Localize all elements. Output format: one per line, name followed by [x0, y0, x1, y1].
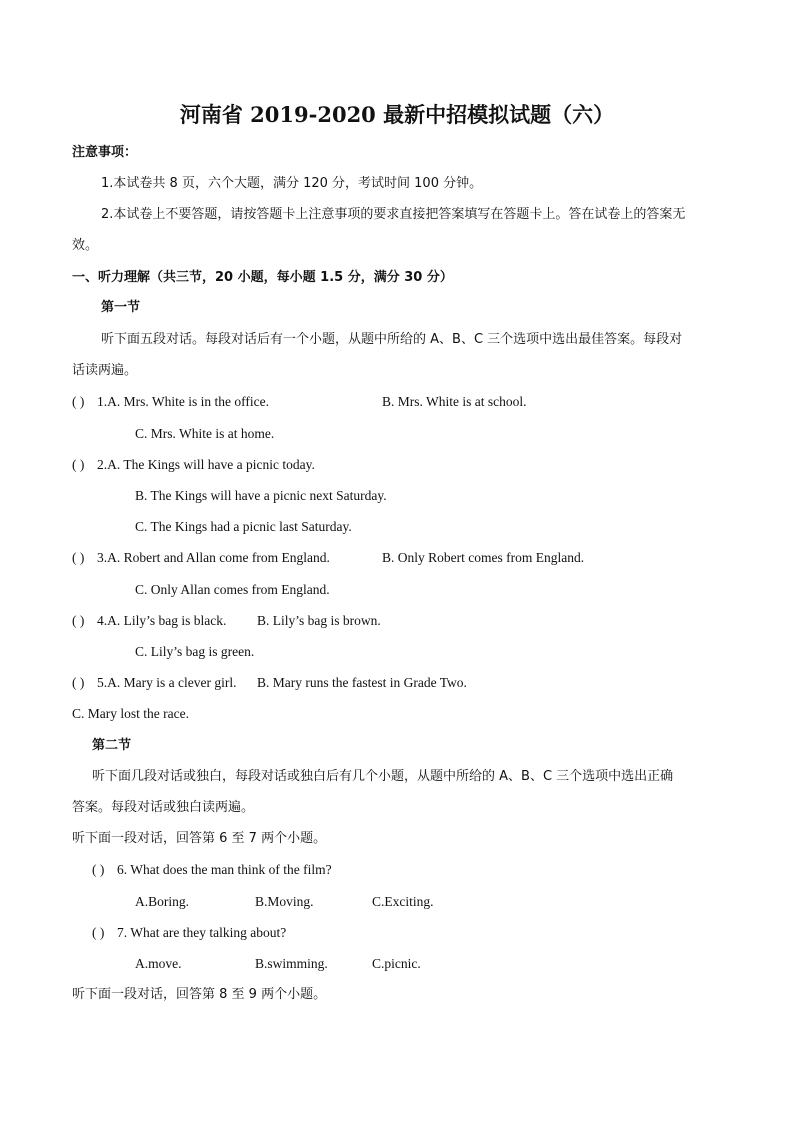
part2-label: 第二节	[92, 738, 132, 753]
question-4-option-b: B. Lily’s bag is brown.	[257, 613, 381, 628]
notice-item-2-line-2: 效。	[72, 238, 99, 253]
answer-blank[interactable]: ( )	[72, 550, 85, 565]
question-2-option-b: B. The Kings will have a picnic next Saturday.	[135, 488, 387, 503]
question-2-option-a: 2.A. The Kings will have a picnic today.	[97, 457, 315, 472]
group-1-instruction: 听下面一段对话，回答第 6 至 7 两个小题。	[72, 831, 327, 846]
part2-instruction-line-1: 听下面几段对话或独白，每段对话或独白后有几个小题，从题中所给的 A、B、C 三个选项中选出正确	[92, 769, 674, 784]
question-7-option-a: A.move.	[135, 956, 182, 971]
answer-blank[interactable]: ( )	[92, 925, 105, 940]
question-6-option-a: A.Boring.	[135, 894, 189, 909]
question-3-option-c: C. Only Allan comes from England.	[135, 582, 330, 597]
question-5-option-b: B. Mary runs the fastest in Grade Two.	[257, 675, 467, 690]
section-heading: 一、听力理解（共三节，20 小题，每小题 1.5 分，满分 30 分）	[72, 270, 453, 285]
question-5-option-c: C. Mary lost the race.	[72, 706, 189, 721]
question-6-stem: 6. What does the man think of the film?	[117, 862, 332, 877]
answer-blank[interactable]: ( )	[92, 862, 105, 877]
notice-heading: 注意事项：	[72, 145, 138, 160]
part1-label: 第一节	[101, 300, 141, 315]
notice-item-2-line-1: 2.本试卷上不要答题，请按答题卡上注意事项的要求直接把答案填写在答题卡上。答在试卷上的答案无	[101, 207, 686, 222]
exam-title: 河南省 2019-2020 最新中招模拟试题（六）	[179, 102, 615, 127]
question-1-option-c: C. Mrs. White is at home.	[135, 426, 275, 441]
question-6-option-b: B.Moving.	[255, 894, 314, 909]
answer-blank[interactable]: ( )	[72, 613, 85, 628]
question-4-option-c: C. Lily’s bag is green.	[135, 644, 255, 659]
question-3-option-b: B. Only Robert comes from England.	[382, 550, 585, 565]
answer-blank[interactable]: ( )	[72, 457, 85, 472]
answer-blank[interactable]: ( )	[72, 394, 85, 409]
answer-blank[interactable]: ( )	[72, 675, 85, 690]
notice-item-1: 1.本试卷共 8 页，六个大题，满分 120 分，考试时间 100 分钟。	[101, 176, 483, 191]
question-4-option-a: 4.A. Lily’s bag is black.	[97, 613, 227, 628]
part1-instruction-line-2: 话读两遍。	[72, 363, 138, 378]
part2-instruction-line-2: 答案。每段对话或独白读两遍。	[72, 800, 255, 815]
question-6-option-c: C.Exciting.	[372, 894, 434, 909]
part1-instruction-line-1: 听下面五段对话。每段对话后有一个小题，从题中所给的 A、B、C 三个选项中选出最佳答案。每段对	[101, 332, 683, 347]
question-1-option-a: 1.A. Mrs. White is in the office.	[97, 394, 269, 409]
question-7-option-c: C.picnic.	[372, 956, 421, 971]
question-5-option-a: 5.A. Mary is a clever girl.	[97, 675, 237, 690]
question-3-option-a: 3.A. Robert and Allan come from England.	[97, 550, 330, 565]
question-7-option-b: B.swimming.	[255, 956, 328, 971]
question-7-stem: 7. What are they talking about?	[117, 925, 287, 940]
question-2-option-c: C. The Kings had a picnic last Saturday.	[135, 519, 352, 534]
group-2-instruction: 听下面一段对话，回答第 8 至 9 两个小题。	[72, 987, 327, 1002]
question-1-option-b: B. Mrs. White is at school.	[382, 394, 527, 409]
